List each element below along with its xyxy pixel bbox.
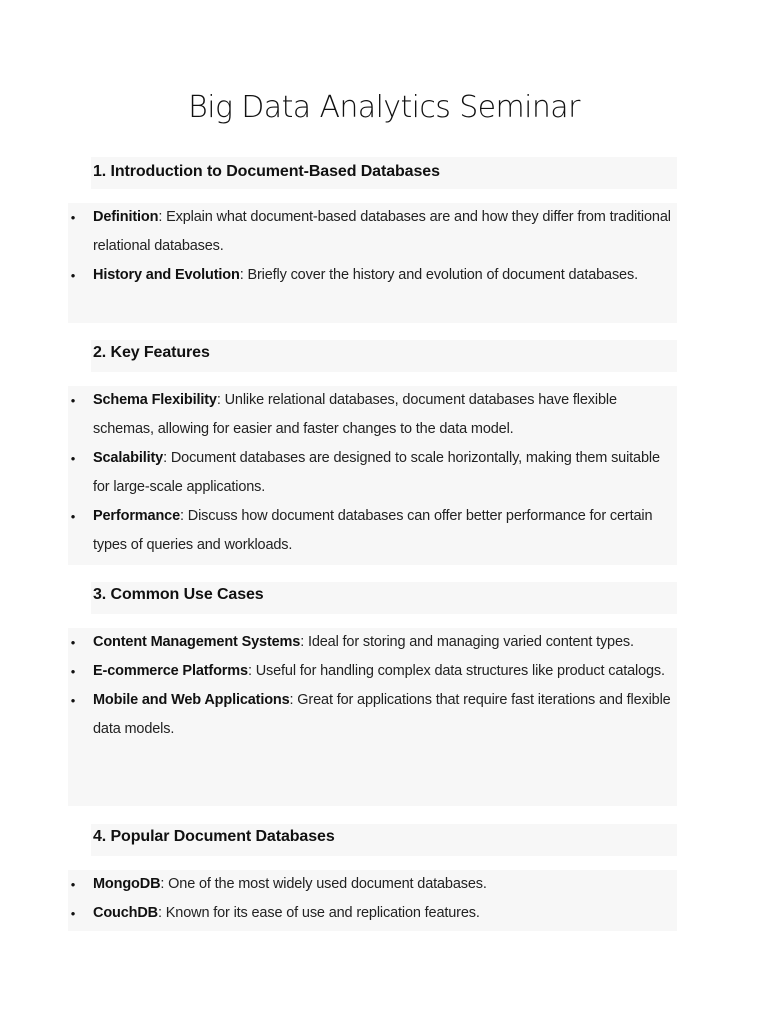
bullet-list	[68, 628, 677, 806]
list-item	[68, 444, 677, 502]
item-text: : Useful for handling complex data structures like product catalogs.	[247, 663, 665, 679]
item-text: : Ideal for storing and managing varied content types.	[300, 634, 634, 650]
item-term: Content Management Systems	[93, 634, 301, 650]
list-item	[68, 686, 677, 744]
item-term: CouchDB	[93, 905, 159, 921]
item-text: : One of the most widely used document databases.	[160, 876, 487, 892]
item-text: : Document databases are designed to scale horizontally, making them suitable for large-scale applications.	[93, 450, 660, 495]
bullet-icon: •	[70, 693, 76, 708]
item-term: History and Evolution	[93, 267, 240, 283]
bullet-icon: •	[70, 664, 76, 679]
bullet-list	[68, 386, 677, 565]
item-term: Definition	[93, 209, 159, 225]
item-term: Scalability	[93, 450, 164, 466]
item-text: : Discuss how document databases can offer better performance for certain types of queries and workloads.	[93, 508, 653, 553]
section-heading: 4. Popular Document Databases	[91, 824, 677, 856]
item-term: Performance	[93, 508, 180, 524]
item-term: E-commerce Platforms	[93, 663, 248, 679]
bullet-icon: •	[70, 906, 76, 921]
list-item	[68, 261, 677, 290]
list-item	[68, 870, 677, 899]
bullet-list	[68, 203, 677, 323]
bullet-icon: •	[70, 268, 76, 283]
list-item	[68, 502, 677, 560]
list-item	[68, 657, 677, 686]
bullet-icon: •	[70, 393, 76, 408]
item-text: : Unlike relational databases, document databases have flexible schemas, allowing for easier and faster changes to the data model.	[93, 392, 617, 437]
item-term: Schema Flexibility	[93, 392, 217, 408]
section-heading: 1. Introduction to Document-Based Databases	[91, 157, 677, 189]
item-term: MongoDB	[93, 876, 161, 892]
bullet-icon: •	[70, 877, 76, 892]
section-heading: 3. Common Use Cases	[91, 582, 677, 614]
item-text: : Great for applications that require fast iterations and flexible data models.	[93, 692, 671, 737]
list-item	[68, 386, 677, 444]
bullet-icon: •	[70, 451, 76, 466]
bullet-icon: •	[70, 509, 76, 524]
item-term: Mobile and Web Applications	[93, 692, 290, 708]
bullet-icon: •	[70, 210, 76, 225]
section-heading: 2. Key Features	[91, 340, 677, 372]
item-text: : Briefly cover the history and evolution of document databases.	[239, 267, 638, 283]
list-item	[68, 899, 677, 928]
bullet-list	[68, 870, 677, 931]
item-text: : Explain what document-based databases are and how they differ from traditional relational databases.	[93, 209, 671, 254]
list-item	[68, 203, 677, 261]
list-item	[68, 628, 677, 657]
bullet-icon: •	[70, 635, 76, 650]
page-title: Big Data Analytics Seminar	[188, 90, 580, 125]
item-text: : Known for its ease of use and replication features.	[158, 905, 480, 921]
